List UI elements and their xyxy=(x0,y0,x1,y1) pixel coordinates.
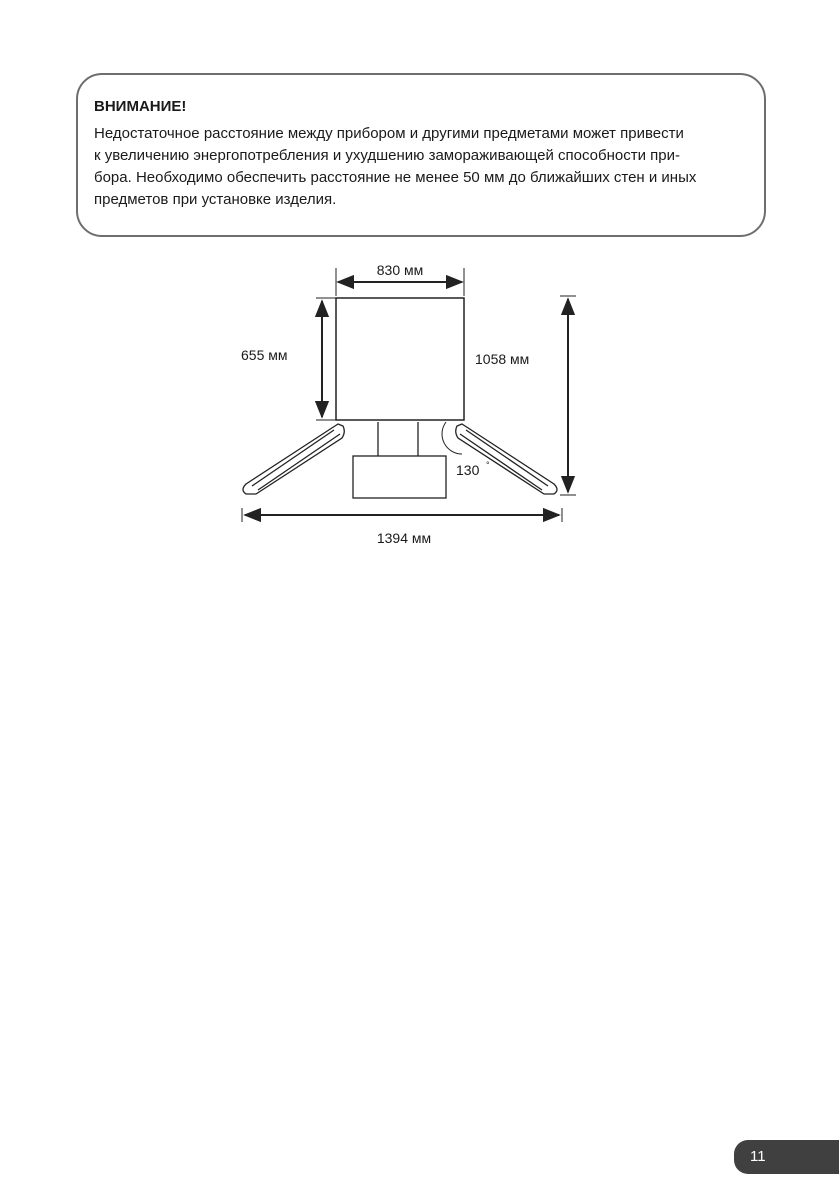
depth-open-label: 1058 мм xyxy=(475,351,530,367)
depth-label: 655 мм xyxy=(241,347,288,363)
warning-line: бора. Необходимо обеспечить расстояние не менее 50 мм до ближайших стен и иных xyxy=(94,169,697,186)
drawer xyxy=(353,422,446,498)
width-label: 830 мм xyxy=(376,262,424,278)
angle-label: 130 xyxy=(456,462,480,478)
page-number-tab xyxy=(734,1140,839,1174)
depth-dimension xyxy=(241,298,336,420)
right-door xyxy=(456,424,557,494)
warning-title: ВНИМАНИЕ! xyxy=(94,98,187,115)
fridge-body xyxy=(336,298,464,420)
left-door xyxy=(243,424,344,494)
angle-unit: ° xyxy=(486,460,490,470)
page-number: 11 xyxy=(750,1148,766,1165)
warning-line: Недостаточное расстояние между прибором и другими предметами может привести xyxy=(94,125,684,142)
total-width-label: 1394 мм xyxy=(376,530,432,546)
warning-line: предметов при установке изделия. xyxy=(94,191,337,208)
width-dimension xyxy=(336,262,464,296)
total-width-dimension xyxy=(242,508,562,546)
warning-line: к увеличению энергопотребления и ухудшению замораживающей способности при- xyxy=(94,147,680,164)
